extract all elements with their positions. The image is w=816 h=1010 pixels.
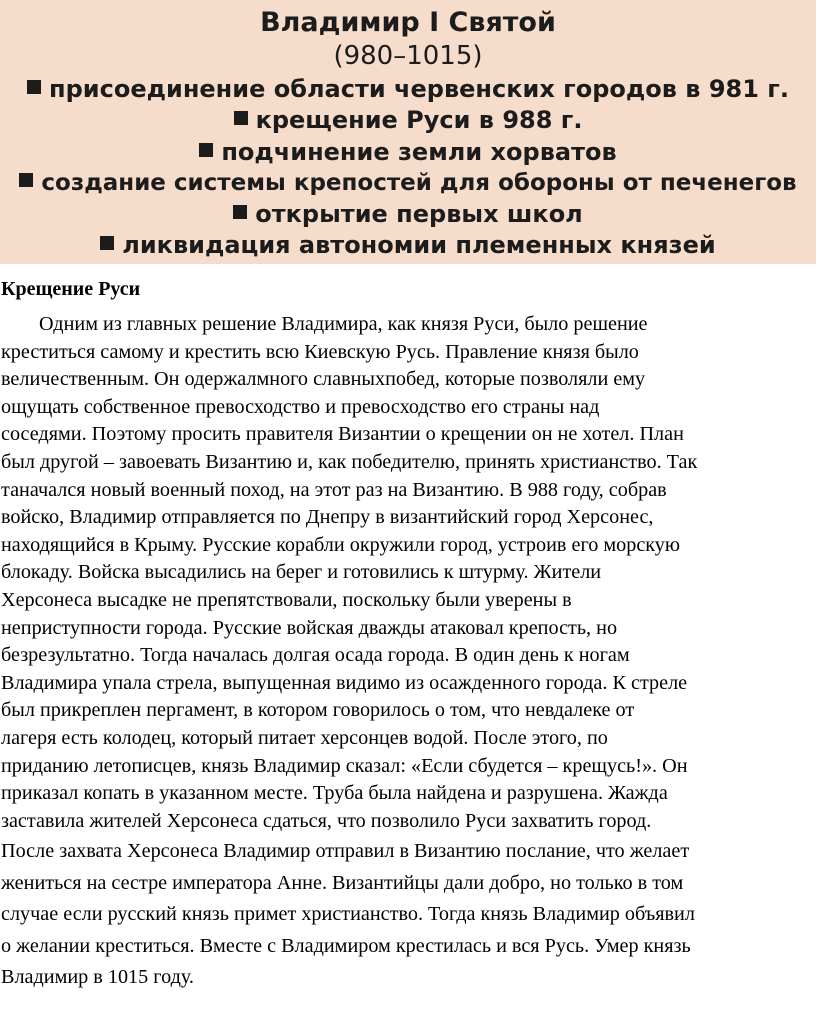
banner-title: Владимир I Святой	[260, 7, 556, 38]
paragraph-line: величественным. Он одержалмного славныхпобед, которые позволяли ему	[1, 368, 646, 391]
paragraph-line: жениться на сестре императора Анне. Византийцы дали добро, но только в том	[1, 871, 684, 894]
square-bullet-icon	[100, 236, 114, 250]
square-bullet-icon	[199, 143, 213, 157]
banner-bullet	[0, 74, 816, 104]
banner-bullet-text: открытие первых школ	[255, 200, 583, 228]
banner-bullet-text: создание системы крепостей для обороны от печенегов	[41, 170, 797, 196]
banner-bullet	[0, 105, 816, 135]
paragraph-line: был другой – завоевать Византию и, как победителю, принять христианство. Так	[1, 450, 698, 473]
paragraph-line: войско, Владимир отправляется по Днепру в византийский город Херсонес,	[1, 506, 654, 529]
square-bullet-icon	[19, 173, 33, 187]
paragraph-conclusion	[1, 836, 813, 994]
banner-bullet	[0, 230, 816, 260]
paragraph-line: приданию летописцев, князь Владимир сказал: «Если сбудется – крещусь!». Он	[1, 754, 688, 777]
paragraph-line: неприступности города. Русские войская дважды атаковал крепость, но	[1, 616, 618, 639]
banner-bullet	[0, 199, 816, 229]
paragraph-line: находящийся в Крыму. Русские корабли окружили город, устроив его морскую	[1, 533, 680, 556]
banner-bullet	[0, 168, 816, 198]
banner-bullet	[0, 137, 816, 167]
paragraph-line: После захвата Херсонеса Владимир отправил в Византию послание, что желает	[1, 840, 690, 862]
banner-years: (980–1015)	[333, 41, 483, 71]
banner-bullet-text: подчинение земли хорватов	[221, 138, 617, 166]
paragraph-line: Херсонеса высадке не препятствовали, поскольку были уверены в	[1, 588, 572, 611]
square-bullet-icon	[234, 111, 248, 125]
paragraph-line: таначался новый военный поход, на этот раз на Византию. В 988 году, собрав	[1, 478, 667, 501]
banner-bullet-text: присоединение области червенских городов в 981 г.	[49, 75, 789, 103]
paragraph-line: о желании креститься. Вместе с Владимиром крестилась и вся Русь. Умер князь	[1, 934, 691, 957]
square-bullet-icon	[27, 80, 41, 94]
paragraph-line: соседями. Поэтому просить правителя Византии о крещении он не хотел. План	[1, 423, 684, 446]
paragraph-line: Одним из главных решение Владимира, как князя Руси, было решение	[39, 313, 648, 335]
section-heading: Крещение Руси	[1, 278, 141, 300]
paragraph-line: безрезультатно. Тогда началась долгая осада города. В один день к ногам	[1, 644, 630, 667]
paragraph-line: случае если русский князь примет христианство. Тогда князь Владимир объявил	[1, 903, 695, 925]
paragraph-line: лагеря есть колодец, который питает херсонцев водой. После этого, по	[1, 726, 608, 749]
paragraph-line: был прикреплен пергамент, в котором говорилось о том, что невдалеке от	[1, 699, 635, 722]
paragraph-line: Владимира упала стрела, выпущенная видимо из осажденного города. К стреле	[1, 671, 688, 694]
paragraph-line: креститься самому и крестить всю Киевскую Русь. Правление князя было	[1, 340, 639, 363]
banner-bullet-text: крещение Руси в 988 г.	[255, 106, 583, 134]
paragraph-line: блокаду. Войска высадились на берег и готовились к штурму. Жители	[1, 561, 602, 584]
square-bullet-icon	[233, 205, 247, 219]
paragraph-line: заставила жителей Херсонеса сдаться, что позволило Руси захватить город.	[1, 809, 652, 832]
paragraph-line: приказал копать в указанном месте. Труба была найдена и разрушена. Жажда	[1, 782, 668, 805]
banner-bullet-text: ликвидация автономии племенных князей	[122, 231, 716, 259]
paragraph-line: Владимир в 1015 году.	[1, 966, 194, 988]
summary-banner	[0, 0, 816, 264]
paragraph-main	[1, 311, 813, 835]
paragraph-line: ощущать собственное превосходство и превосходство его страны над	[1, 395, 600, 418]
